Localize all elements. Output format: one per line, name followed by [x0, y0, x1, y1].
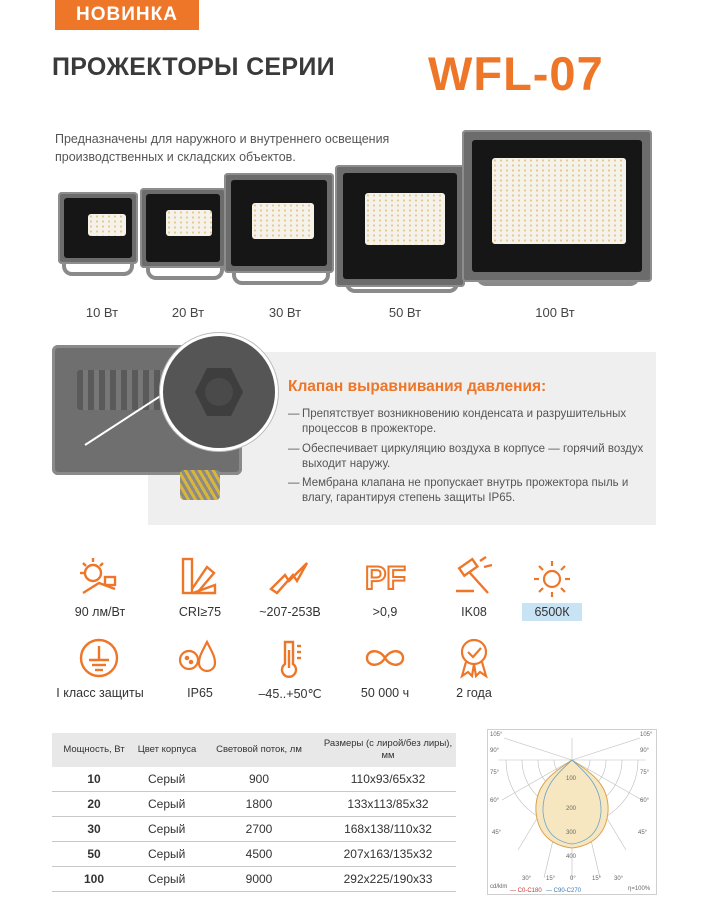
- sun-color-temp-icon: [530, 557, 574, 601]
- polar-angle-label: 30°: [522, 876, 532, 882]
- polar-ring-label: 400: [566, 854, 577, 860]
- bullet-dash: —: [288, 443, 300, 455]
- cell-size: 207x163/135x32: [320, 842, 456, 867]
- cell-size: 133x113/85x32: [320, 792, 456, 817]
- floodlight-20w-image: [140, 188, 226, 268]
- series-name: WFL-07: [428, 47, 604, 100]
- cell-color: Серый: [136, 767, 198, 792]
- lifetime-infinity-icon: [363, 636, 407, 680]
- polar-unit-label: cd/klm: [490, 884, 508, 890]
- polar-angle-label: 90°: [490, 748, 500, 754]
- cell-flux: 9000: [198, 867, 320, 892]
- cell-flux: 2700: [198, 817, 320, 842]
- feature-label-pf: >0,9: [372, 605, 398, 619]
- polar-angle-label: 45°: [638, 830, 648, 836]
- polar-angle-label: 105°: [490, 732, 503, 738]
- power-factor-icon: [363, 555, 407, 599]
- efficacy-icon: [77, 555, 121, 599]
- cell-color: Серый: [136, 817, 198, 842]
- feature-label-efficacy: 90 лм/Вт: [74, 605, 126, 619]
- table-row: [52, 842, 456, 867]
- polar-angle-label: 60°: [490, 798, 500, 804]
- bullet-dash: —: [288, 477, 300, 489]
- cri-palette-icon: [177, 555, 221, 599]
- polar-ring-label: 200: [566, 806, 577, 812]
- pf-letters: PF: [365, 560, 406, 596]
- cell-power: 10: [52, 767, 136, 792]
- feature-label-lifetime: 50 000 ч: [360, 686, 410, 700]
- polar-angle-label: 60°: [640, 798, 650, 804]
- feature-label-cri: CRI≥75: [178, 605, 222, 619]
- watt-label-20: 20 Вт: [171, 305, 205, 320]
- feature-label-ip: IP65: [187, 686, 213, 700]
- polar-angle-label: 0°: [570, 876, 576, 882]
- polar-efficiency-label: η=100%: [628, 886, 651, 892]
- polar-angle-label: 30°: [614, 876, 624, 882]
- valve-title: Клапан выравнивания давления:: [288, 378, 547, 395]
- cable-image: [180, 470, 220, 500]
- cell-flux: 4500: [198, 842, 320, 867]
- table-row: [52, 867, 456, 892]
- bullet-text: Мембрана клапана не пропускает внутрь прожектора пыль и влагу, гарантируя степень защиты IP65.: [302, 477, 629, 504]
- polar-angle-label: 75°: [490, 770, 500, 776]
- cell-flux: 900: [198, 767, 320, 792]
- table-row: [52, 767, 456, 792]
- thermometer-icon: [267, 636, 311, 680]
- feature-label-voltage: ~207-253В: [259, 605, 321, 619]
- feature-label-class: I класс защиты: [56, 686, 144, 700]
- bullet-dash: —: [288, 408, 300, 420]
- bullet-text: Обеспечивает циркуляцию воздуха в корпусе — горячий воздух выходит наружу.: [302, 443, 644, 470]
- feature-label-ik: IK08: [461, 605, 487, 619]
- cell-color: Серый: [136, 792, 198, 817]
- floodlight-30w-image: [224, 173, 334, 273]
- polar-ring-label: 100: [566, 776, 577, 782]
- polar-angle-label: 15°: [546, 876, 556, 882]
- polar-angle-label: 90°: [640, 748, 650, 754]
- floodlight-50w-image: [335, 165, 465, 287]
- valve-bullet-3: [288, 476, 648, 506]
- cell-size: 168x138/110x32: [320, 817, 456, 842]
- polar-angle-label: 15°: [592, 876, 602, 882]
- watt-label-10: 10 Вт: [85, 305, 119, 320]
- polar-legend-c0: — C0-C180: [510, 888, 542, 894]
- spec-table: [52, 733, 456, 892]
- bullet-text: Препятствует возникновению конденсата и разрушительных процессов в прожекторе.: [302, 408, 627, 435]
- header-size: Размеры (с лирой/без лиры), мм: [320, 733, 456, 767]
- polar-legend-c90: — C90-C270: [546, 888, 582, 894]
- product-description: Предназначены для наружного и внутреннего освещения производственных и складских объектов.: [55, 132, 390, 164]
- legend-text: C90-C270: [553, 888, 582, 894]
- table-row: [52, 792, 456, 817]
- valve-bullet-2: [288, 442, 648, 472]
- cell-power: 100: [52, 867, 136, 892]
- table-row: [52, 817, 456, 842]
- voltage-lightning-icon: [267, 555, 311, 599]
- hammer-impact-icon: [452, 555, 496, 599]
- legend-text: C0-C180: [517, 888, 542, 894]
- cell-size: 292x225/190x33: [320, 867, 456, 892]
- cell-power: 50: [52, 842, 136, 867]
- cell-color: Серый: [136, 842, 198, 867]
- feature-label-cct: 6500К: [522, 603, 582, 621]
- polar-angle-label: 105°: [640, 732, 653, 738]
- cell-size: 110x93/65x32: [320, 767, 456, 792]
- polar-angle-label: 75°: [640, 770, 650, 776]
- polar-angle-label: 45°: [492, 830, 502, 836]
- floodlight-10w-image: [58, 192, 138, 264]
- cell-color: Серый: [136, 867, 198, 892]
- feature-label-temp: –45..+50℃: [258, 687, 322, 701]
- polar-ring-label: 300: [566, 830, 577, 836]
- floodlight-100w-image: [462, 130, 652, 282]
- polar-light-distribution-diagram: [487, 729, 657, 895]
- valve-bullet-1: [288, 407, 648, 437]
- warranty-medal-icon: [452, 636, 496, 680]
- watt-label-100: 100 Вт: [535, 305, 575, 320]
- cell-flux: 1800: [198, 792, 320, 817]
- polar-diagram-svg: [488, 730, 656, 894]
- page-title: ПРОЖЕКТОРЫ СЕРИИ: [52, 53, 335, 81]
- header-flux: Световой поток, лм: [198, 733, 320, 767]
- watt-label-30: 30 Вт: [268, 305, 302, 320]
- watt-label-50: 50 Вт: [388, 305, 422, 320]
- ip65-dust-water-icon: [177, 636, 221, 680]
- ground-class-icon: [77, 636, 121, 680]
- new-badge: НОВИНКА: [55, 0, 199, 30]
- header-power: Мощность, Вт: [52, 733, 136, 767]
- feature-label-warranty: 2 года: [456, 686, 492, 700]
- header-color: Цвет корпуса: [136, 733, 198, 767]
- table-header-row: [52, 733, 456, 767]
- cell-power: 30: [52, 817, 136, 842]
- valve-zoom-image: [160, 333, 278, 451]
- cell-power: 20: [52, 792, 136, 817]
